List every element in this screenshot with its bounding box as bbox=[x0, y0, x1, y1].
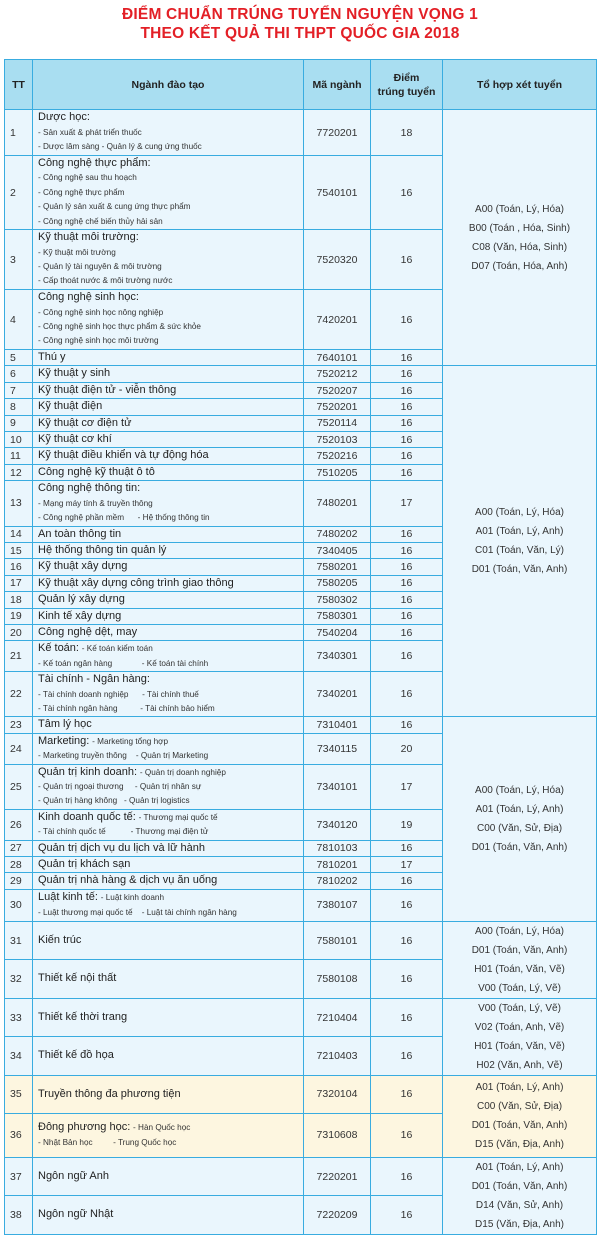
admission-score: 16 bbox=[371, 840, 443, 856]
specialization-item: - Công nghệ phần mềm - Hệ thống thông tin bbox=[38, 513, 210, 523]
specialization-inline: - Kế toán kiểm toán bbox=[81, 644, 153, 654]
row-number: 11 bbox=[5, 448, 33, 464]
major-code: 7520114 bbox=[304, 415, 371, 431]
major-name-cell bbox=[33, 641, 304, 672]
major-code: 7520320 bbox=[304, 230, 371, 290]
major-code: 7520216 bbox=[304, 448, 371, 464]
major-name-cell bbox=[33, 350, 304, 366]
major-name-cell bbox=[33, 290, 304, 350]
admission-score: 16 bbox=[371, 415, 443, 431]
combo-item: B00 (Toán , Hóa, Sinh) bbox=[468, 222, 571, 234]
combo-item: D01 (Toán, Văn, Anh) bbox=[471, 1120, 568, 1132]
major-name-cell bbox=[33, 559, 304, 575]
admission-score: 16 bbox=[371, 1196, 443, 1235]
combo-item: C00 (Văn, Sử, Địa) bbox=[476, 823, 563, 835]
major-name: Thiết kế nội thất bbox=[38, 972, 117, 985]
specialization-item: - Luật thương mại quốc tế - Luật tài chính ngân hàng bbox=[38, 907, 237, 917]
major-name-cell bbox=[33, 1113, 304, 1157]
row-number: 13 bbox=[5, 481, 33, 526]
combo-item: H01 (Toán, Văn, Vẽ) bbox=[474, 963, 565, 975]
combo-item: C08 (Văn, Hóa, Sinh) bbox=[471, 241, 568, 253]
major-name-cell bbox=[33, 415, 304, 431]
specialization-item: - Tài chính quốc tế - Thương mại điện tử bbox=[38, 827, 209, 837]
row-number: 38 bbox=[5, 1196, 33, 1235]
specialization-item: - Marketing truyền thông - Quản trị Marketing bbox=[38, 751, 209, 761]
major-name-cell bbox=[33, 399, 304, 415]
combo-item: A01 (Toán, Lý, Anh) bbox=[475, 526, 564, 538]
combo-cell bbox=[443, 1157, 597, 1234]
col-header-score-line2: trúng tuyển bbox=[377, 85, 436, 98]
combo-item: V00 (Toán, Lý, Vẽ) bbox=[478, 1002, 561, 1014]
major-name-cell bbox=[33, 624, 304, 640]
major-code: 7320104 bbox=[304, 1075, 371, 1113]
page-title: ĐIỂM CHUẨN TRÚNG TUYỂN NGUYỆN VỌNG 1 bbox=[122, 6, 478, 23]
combo-item: A01 (Toán, Lý, Anh) bbox=[475, 1161, 564, 1173]
admission-score: 19 bbox=[371, 809, 443, 840]
major-code: 7720201 bbox=[304, 110, 371, 156]
combo-item: A00 (Toán, Lý, Hóa) bbox=[475, 785, 564, 797]
admission-score: 16 bbox=[371, 889, 443, 921]
major-name-cell bbox=[33, 1196, 304, 1235]
major-name: Kinh tế xây dựng bbox=[38, 609, 122, 622]
row-number: 31 bbox=[5, 921, 33, 960]
row-number: 2 bbox=[5, 156, 33, 230]
major-name-cell bbox=[33, 840, 304, 856]
major-name: Kế toán: bbox=[38, 642, 79, 655]
specialization-item: - Dược lâm sàng - Quản lý & cung ứng thuốc bbox=[38, 142, 202, 152]
admission-score: 16 bbox=[371, 464, 443, 480]
admission-score: 16 bbox=[371, 641, 443, 672]
specialization-item: - Quản lý sản xuất & cung ứng thực phẩm bbox=[38, 202, 191, 212]
major-name: Quản trị kinh doanh: bbox=[38, 765, 138, 778]
combo-item: H02 (Văn, Anh, Vẽ) bbox=[476, 1059, 563, 1071]
admission-score: 16 bbox=[371, 1157, 443, 1196]
row-number: 32 bbox=[5, 960, 33, 999]
major-code: 7580201 bbox=[304, 559, 371, 575]
major-code: 7540204 bbox=[304, 624, 371, 640]
major-code: 7210403 bbox=[304, 1037, 371, 1076]
major-name: Kỹ thuật điện tử - viễn thông bbox=[38, 383, 177, 396]
major-name-cell bbox=[33, 998, 304, 1037]
admission-score: 16 bbox=[371, 230, 443, 290]
combo-item: D15 (Văn, Địa, Anh) bbox=[475, 1139, 564, 1151]
row-number: 8 bbox=[5, 399, 33, 415]
major-code: 7520103 bbox=[304, 432, 371, 448]
admission-score: 16 bbox=[371, 1037, 443, 1076]
admission-score: 16 bbox=[371, 366, 443, 382]
row-number: 6 bbox=[5, 366, 33, 382]
row-number: 1 bbox=[5, 110, 33, 156]
major-name: Ngôn ngữ Anh bbox=[38, 1169, 109, 1182]
combo-item: D01 (Toán, Văn, Anh) bbox=[471, 842, 568, 854]
specialization-item: - Tài chính ngân hàng - Tài chính bảo hiểm bbox=[38, 703, 215, 713]
major-code: 7520201 bbox=[304, 399, 371, 415]
row-number: 22 bbox=[5, 672, 33, 717]
major-name-cell bbox=[33, 382, 304, 398]
table-row bbox=[5, 110, 597, 156]
admission-score: 16 bbox=[371, 921, 443, 960]
major-name: Công nghệ kỹ thuật ô tô bbox=[38, 465, 155, 478]
major-code: 7340201 bbox=[304, 672, 371, 717]
major-name: Thiết kế đồ họa bbox=[38, 1049, 114, 1062]
combo-cell bbox=[443, 998, 597, 1075]
major-name-cell bbox=[33, 889, 304, 921]
major-code: 7340301 bbox=[304, 641, 371, 672]
specialization-item: - Công nghệ thực phẩm bbox=[38, 187, 125, 197]
major-name: Công nghệ sinh học: bbox=[38, 291, 139, 304]
admission-score: 17 bbox=[371, 764, 443, 809]
major-name: Luật kinh tế: bbox=[38, 891, 98, 904]
admission-score: 16 bbox=[371, 156, 443, 230]
col-header-score bbox=[371, 60, 443, 110]
row-number: 7 bbox=[5, 382, 33, 398]
row-number: 10 bbox=[5, 432, 33, 448]
admission-score: 16 bbox=[371, 672, 443, 717]
combo-item: D14 (Văn, Sử, Anh) bbox=[475, 1199, 564, 1211]
major-name: An toàn thông tin bbox=[38, 527, 122, 540]
major-code: 7520212 bbox=[304, 366, 371, 382]
major-code: 7340405 bbox=[304, 542, 371, 558]
major-name-cell bbox=[33, 481, 304, 526]
major-name-cell bbox=[33, 1075, 304, 1113]
major-code: 7640101 bbox=[304, 350, 371, 366]
admission-score: 16 bbox=[371, 592, 443, 608]
row-number: 20 bbox=[5, 624, 33, 640]
admission-score: 16 bbox=[371, 998, 443, 1037]
major-name: Quản lý xây dựng bbox=[38, 593, 125, 606]
major-code: 7310608 bbox=[304, 1113, 371, 1157]
specialization-item: - Công nghệ sinh học môi trường bbox=[38, 336, 159, 346]
admission-score: 16 bbox=[371, 350, 443, 366]
admission-score: 16 bbox=[371, 873, 443, 889]
admission-score: 16 bbox=[371, 526, 443, 542]
page-subtitle: THEO KẾT QUẢ THI THPT QUỐC GIA 2018 bbox=[140, 25, 460, 42]
major-code: 7580101 bbox=[304, 921, 371, 960]
major-code: 7210404 bbox=[304, 998, 371, 1037]
row-number: 16 bbox=[5, 559, 33, 575]
admission-score: 16 bbox=[371, 542, 443, 558]
admission-score: 17 bbox=[371, 857, 443, 873]
combo-item: C01 (Toán, Văn, Lý) bbox=[475, 545, 564, 557]
specialization-item: - Quản trị hàng không - Quản trị logistics bbox=[38, 796, 190, 806]
row-number: 21 bbox=[5, 641, 33, 672]
major-name-cell bbox=[33, 733, 304, 764]
col-header-major: Ngành đào tạo bbox=[33, 60, 304, 110]
row-number: 23 bbox=[5, 717, 33, 733]
admission-score: 17 bbox=[371, 481, 443, 526]
major-name-cell bbox=[33, 432, 304, 448]
table-row bbox=[5, 1157, 597, 1196]
specialization-item: - Kỹ thuật môi trường bbox=[38, 247, 116, 257]
col-header-tt: TT bbox=[5, 60, 33, 110]
row-number: 24 bbox=[5, 733, 33, 764]
combo-item: D01 (Toán, Văn, Anh) bbox=[471, 564, 568, 576]
major-name: Marketing: bbox=[38, 734, 90, 747]
major-name: Công nghệ thông tin: bbox=[38, 482, 141, 495]
major-code: 7510205 bbox=[304, 464, 371, 480]
specialization-inline: - Hàn Quốc học bbox=[133, 1123, 191, 1133]
major-name-cell bbox=[33, 575, 304, 591]
major-name-cell bbox=[33, 156, 304, 230]
admission-score-table bbox=[4, 59, 597, 1235]
major-name-cell bbox=[33, 960, 304, 999]
table-row bbox=[5, 921, 597, 960]
major-name-cell bbox=[33, 526, 304, 542]
major-code: 7580301 bbox=[304, 608, 371, 624]
admission-score: 20 bbox=[371, 733, 443, 764]
major-name: Kinh doanh quốc tế: bbox=[38, 810, 136, 823]
major-code: 7580205 bbox=[304, 575, 371, 591]
major-name: Thiết kế thời trang bbox=[38, 1010, 128, 1023]
major-name: Đông phương học: bbox=[38, 1121, 131, 1134]
admission-score: 16 bbox=[371, 960, 443, 999]
major-name: Quản trị nhà hàng & dịch vụ ăn uống bbox=[38, 874, 218, 887]
admission-score: 16 bbox=[371, 399, 443, 415]
combo-item: D15 (Văn, Địa, Anh) bbox=[475, 1218, 564, 1230]
combo-item: A01 (Toán, Lý, Anh) bbox=[475, 1082, 564, 1094]
specialization-item: - Công nghệ sau thu hoạch bbox=[38, 173, 137, 183]
major-name-cell bbox=[33, 921, 304, 960]
major-name-cell bbox=[33, 608, 304, 624]
specialization-inline: - Marketing tổng hợp bbox=[92, 736, 169, 746]
major-name: Kỹ thuật xây dựng công trình giao thông bbox=[38, 576, 234, 589]
major-code: 7220209 bbox=[304, 1196, 371, 1235]
major-code: 7340120 bbox=[304, 809, 371, 840]
table-row bbox=[5, 366, 597, 382]
row-number: 14 bbox=[5, 526, 33, 542]
major-name: Truyền thông đa phương tiện bbox=[38, 1087, 181, 1100]
admission-score: 16 bbox=[371, 624, 443, 640]
combo-item: V00 (Toán, Lý, Vẽ) bbox=[478, 982, 561, 994]
major-name-cell bbox=[33, 448, 304, 464]
admission-score: 16 bbox=[371, 575, 443, 591]
combo-item: D01 (Toán, Văn, Anh) bbox=[471, 944, 568, 956]
major-code: 7340101 bbox=[304, 764, 371, 809]
specialization-item: - Công nghệ sinh học nông nghiệp bbox=[38, 307, 164, 317]
major-name-cell bbox=[33, 542, 304, 558]
col-header-score-line1: Điểm bbox=[393, 71, 420, 84]
row-number: 5 bbox=[5, 350, 33, 366]
major-name-cell bbox=[33, 809, 304, 840]
admission-score: 18 bbox=[371, 110, 443, 156]
row-number: 26 bbox=[5, 809, 33, 840]
admission-score: 16 bbox=[371, 1113, 443, 1157]
major-name: Kỹ thuật điện bbox=[38, 400, 103, 413]
admission-score: 16 bbox=[371, 717, 443, 733]
combo-cell bbox=[443, 1075, 597, 1157]
major-code: 7220201 bbox=[304, 1157, 371, 1196]
combo-item: A01 (Toán, Lý, Anh) bbox=[475, 804, 564, 816]
major-code: 7380107 bbox=[304, 889, 371, 921]
major-name-cell bbox=[33, 230, 304, 290]
major-name: Quản trị dịch vụ du lịch và lữ hành bbox=[38, 841, 205, 854]
row-number: 12 bbox=[5, 464, 33, 480]
table-row bbox=[5, 998, 597, 1037]
major-name-cell bbox=[33, 1037, 304, 1076]
table-row bbox=[5, 717, 597, 733]
combo-cell bbox=[443, 921, 597, 998]
major-code: 7480202 bbox=[304, 526, 371, 542]
major-code: 7810202 bbox=[304, 873, 371, 889]
major-name-cell bbox=[33, 592, 304, 608]
major-name: Ngôn ngữ Nhật bbox=[38, 1208, 114, 1221]
major-name: Kỹ thuật y sinh bbox=[38, 367, 111, 380]
row-number: 34 bbox=[5, 1037, 33, 1076]
major-name: Hệ thống thông tin quản lý bbox=[38, 543, 167, 556]
admission-score: 16 bbox=[371, 1075, 443, 1113]
table-header-row bbox=[5, 60, 597, 110]
major-code: 7310401 bbox=[304, 717, 371, 733]
major-name: Kỹ thuật xây dựng bbox=[38, 560, 128, 573]
major-name-cell bbox=[33, 764, 304, 809]
major-code: 7580302 bbox=[304, 592, 371, 608]
row-number: 37 bbox=[5, 1157, 33, 1196]
specialization-item: - Quản trị ngoại thương - Quản trị nhân sự bbox=[38, 782, 202, 791]
admission-score: 16 bbox=[371, 432, 443, 448]
row-number: 15 bbox=[5, 542, 33, 558]
major-name: Kỹ thuật môi trường: bbox=[38, 231, 139, 244]
major-name-cell bbox=[33, 717, 304, 733]
combo-cell bbox=[443, 717, 597, 921]
row-number: 18 bbox=[5, 592, 33, 608]
row-number: 28 bbox=[5, 857, 33, 873]
row-number: 17 bbox=[5, 575, 33, 591]
major-name: Thú y bbox=[38, 351, 66, 364]
specialization-item: - Cấp thoát nước & môi trường nước bbox=[38, 276, 173, 286]
row-number: 25 bbox=[5, 764, 33, 809]
combo-item: D07 (Toán, Hóa, Anh) bbox=[471, 260, 568, 272]
specialization-item: - Công nghệ chế biến thủy hải sản bbox=[38, 216, 163, 226]
combo-item: C00 (Văn, Sử, Địa) bbox=[476, 1101, 563, 1113]
major-name: Tài chính - Ngân hàng: bbox=[38, 673, 150, 686]
major-name: Kiến trúc bbox=[38, 933, 82, 946]
row-number: 33 bbox=[5, 998, 33, 1037]
admission-score: 16 bbox=[371, 382, 443, 398]
admission-score: 16 bbox=[371, 608, 443, 624]
specialization-inline: - Thương mại quốc tế bbox=[138, 812, 218, 822]
major-name: Dược học: bbox=[38, 111, 90, 124]
major-name: Kỹ thuật điều khiển và tự động hóa bbox=[38, 449, 209, 462]
combo-item: A00 (Toán, Lý, Hóa) bbox=[475, 925, 564, 937]
specialization-item: - Mạng máy tính & truyền thông bbox=[38, 498, 153, 508]
combo-cell bbox=[443, 110, 597, 366]
table-row bbox=[5, 1075, 597, 1113]
major-name-cell bbox=[33, 464, 304, 480]
row-number: 36 bbox=[5, 1113, 33, 1157]
col-header-code: Mã ngành bbox=[304, 60, 371, 110]
major-name-cell bbox=[33, 672, 304, 717]
major-code: 7520207 bbox=[304, 382, 371, 398]
specialization-inline: - Quản trị doanh nghiệp bbox=[139, 767, 226, 777]
combo-item: A00 (Toán, Lý, Hóa) bbox=[475, 507, 564, 519]
specialization-item: - Công nghệ sinh học thực phẩm & sức khỏe bbox=[38, 322, 201, 332]
col-header-combo: Tổ hợp xét tuyển bbox=[443, 60, 597, 110]
major-name-cell bbox=[33, 857, 304, 873]
major-code: 7540101 bbox=[304, 156, 371, 230]
major-code: 7480201 bbox=[304, 481, 371, 526]
specialization-item: - Tài chính doanh nghiệp - Tài chính thuế bbox=[38, 689, 199, 699]
specialization-item: - Kế toán ngân hàng - Kế toán tài chính bbox=[38, 658, 209, 668]
combo-item: A00 (Toán, Lý, Hóa) bbox=[475, 203, 564, 215]
row-number: 9 bbox=[5, 415, 33, 431]
specialization-item: - Nhật Bản học - Trung Quốc học bbox=[38, 1137, 177, 1147]
major-name-cell bbox=[33, 873, 304, 889]
row-number: 4 bbox=[5, 290, 33, 350]
row-number: 35 bbox=[5, 1075, 33, 1113]
major-code: 7810103 bbox=[304, 840, 371, 856]
row-number: 30 bbox=[5, 889, 33, 921]
combo-item: V02 (Toán, Anh, Vẽ) bbox=[474, 1021, 565, 1033]
admission-score: 16 bbox=[371, 448, 443, 464]
major-name-cell bbox=[33, 366, 304, 382]
major-name: Kỹ thuật cơ khí bbox=[38, 433, 112, 446]
specialization-inline: - Luật kinh doanh bbox=[100, 893, 164, 903]
row-number: 29 bbox=[5, 873, 33, 889]
major-code: 7420201 bbox=[304, 290, 371, 350]
major-name-cell bbox=[33, 1157, 304, 1196]
specialization-item: - Quản lý tài nguyên & môi trường bbox=[38, 262, 162, 272]
row-number: 27 bbox=[5, 840, 33, 856]
major-name: Công nghệ dệt, may bbox=[38, 625, 138, 638]
row-number: 19 bbox=[5, 608, 33, 624]
row-number: 3 bbox=[5, 230, 33, 290]
major-name: Kỹ thuật cơ điện tử bbox=[38, 416, 132, 429]
combo-cell bbox=[443, 366, 597, 717]
combo-item: H01 (Toán, Văn, Vẽ) bbox=[474, 1040, 565, 1052]
combo-item: D01 (Toán, Văn, Anh) bbox=[471, 1180, 568, 1192]
major-name: Công nghệ thực phẩm: bbox=[38, 157, 151, 169]
major-name-cell bbox=[33, 110, 304, 156]
major-code: 7340115 bbox=[304, 733, 371, 764]
major-name: Quản trị khách sạn bbox=[38, 858, 131, 871]
specialization-item: - Sản xuất & phát triển thuốc bbox=[38, 127, 142, 137]
major-name: Tâm lý học bbox=[38, 718, 92, 731]
major-code: 7580108 bbox=[304, 960, 371, 999]
admission-score: 16 bbox=[371, 290, 443, 350]
admission-score: 16 bbox=[371, 559, 443, 575]
major-code: 7810201 bbox=[304, 857, 371, 873]
